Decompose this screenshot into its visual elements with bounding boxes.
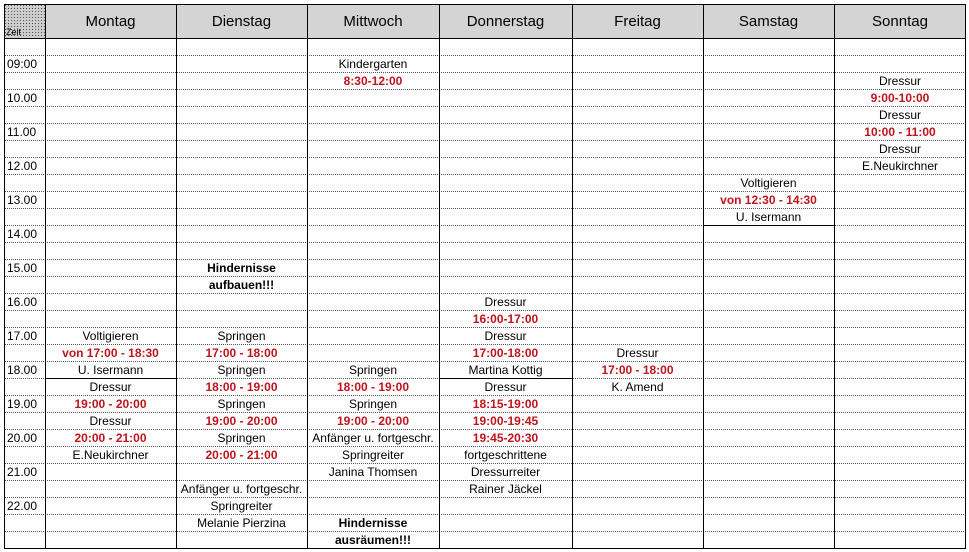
event-wednesday-time: 19:00 - 20:00 [336, 414, 410, 428]
event-tuesday-time: 17:00 - 18:00 [205, 346, 278, 360]
event-thursday-time: 19:00-19:45 [472, 414, 539, 428]
time-label: 22.00 [7, 499, 38, 513]
event-tuesday-time: 18:00 - 19:00 [205, 380, 278, 394]
time-label: 21.00 [7, 465, 38, 479]
event-thursday-text: Dressurreiter [470, 465, 541, 479]
event-wednesday-text: Springreiter [341, 448, 405, 462]
event-tuesday-text: Hindernisse [207, 261, 276, 275]
time-label: 15.00 [7, 261, 38, 275]
event-thursday-time: 19:45-20:30 [472, 431, 539, 445]
event-thursday-text: fortgeschrittene [464, 448, 547, 462]
event-wednesday-time: 8:30-12:00 [343, 74, 403, 88]
event-thursday-text: Dressur [484, 295, 527, 309]
day-header-monday: Montag [45, 4, 176, 38]
event-tuesday-time: 19:00 - 20:00 [205, 414, 278, 428]
day-header-sunday: Sonntag [834, 4, 966, 38]
event-sunday-text: Dressur [878, 108, 921, 122]
schedule-sheet [4, 4, 966, 549]
time-label: 10.00 [7, 91, 38, 105]
event-thursday-time: 16:00-17:00 [472, 312, 539, 326]
day-header-tuesday: Dienstag [176, 4, 307, 38]
time-label: 16.00 [7, 295, 38, 309]
event-tuesday-text: aufbauen!!! [208, 278, 275, 292]
event-thursday-text: Dressur [484, 380, 527, 394]
event-sunday-text: Dressur [878, 74, 921, 88]
event-monday-text: Voltigieren [82, 329, 139, 343]
event-monday-time: von 17:00 - 18:30 [62, 346, 159, 360]
event-tuesday-text: Springreiter [210, 499, 273, 513]
event-thursday-time: 18:15-19:00 [472, 397, 539, 411]
event-friday-text: Dressur [616, 346, 659, 360]
event-thursday-text: Martina Kottig [468, 363, 543, 377]
event-tuesday-text: Anfänger u. fortgeschr. [180, 482, 303, 496]
event-friday-text: K. Amend [611, 380, 664, 394]
event-tuesday-text: Melanie Pierzina [197, 516, 286, 530]
event-tuesday-text: Springen [217, 363, 266, 377]
event-wednesday-text: ausräumen!!! [334, 533, 411, 547]
event-tuesday-text: Springen [217, 397, 266, 411]
time-label: 14.00 [7, 227, 38, 241]
event-wednesday-text: Janina Thomsen [328, 465, 418, 479]
event-monday-time: 19:00 - 20:00 [74, 397, 147, 411]
event-wednesday-text: Hindernisse [338, 516, 408, 530]
event-monday-time: 20:00 - 21:00 [74, 431, 147, 445]
event-thursday-time: 17:00-18:00 [472, 346, 539, 360]
event-wednesday-text: Springen [348, 397, 398, 411]
event-sunday-text: Dressur [878, 142, 921, 156]
day-header-saturday: Samstag [703, 4, 834, 38]
event-friday-time: 17:00 - 18:00 [601, 363, 674, 377]
day-header-thursday: Donnerstag [439, 4, 572, 38]
event-sunday-time: 10:00 - 11:00 [864, 125, 936, 139]
time-label: 17.00 [7, 329, 38, 343]
time-label: 11.00 [7, 125, 37, 139]
event-wednesday-text: Kindergarten [338, 57, 408, 71]
time-label: 12.00 [7, 159, 38, 173]
time-label: 18.00 [7, 363, 38, 377]
event-thursday-text: Dressur [484, 329, 527, 343]
time-label: 13.00 [7, 193, 38, 207]
event-thursday-text: Rainer Jäckel [469, 482, 542, 496]
time-column-header: Zeit [6, 27, 22, 37]
time-label: 09:00 [7, 57, 38, 71]
event-tuesday-text: Springen [217, 329, 266, 343]
event-monday-text: E.Neukirchner [72, 448, 149, 462]
event-sunday-time: 9:00-10:00 [870, 91, 930, 105]
day-header-wednesday: Mittwoch [307, 4, 439, 38]
event-monday-text: Dressur [89, 414, 132, 428]
day-header-friday: Freitag [572, 4, 703, 38]
event-wednesday-text: Anfänger u. fortgeschr. [312, 431, 434, 445]
event-saturday-text: Voltigieren [740, 176, 797, 190]
table-frame [4, 4, 966, 549]
time-label: 20.00 [7, 431, 38, 445]
event-saturday-text: U. Isermann [735, 210, 802, 224]
event-monday-text: U. Isermann [77, 363, 144, 377]
event-monday-text: Dressur [89, 380, 132, 394]
event-sunday-text: E.Neukirchner [861, 159, 939, 173]
event-saturday-time: von 12:30 - 14:30 [720, 193, 817, 207]
event-tuesday-time: 20:00 - 21:00 [205, 448, 278, 462]
event-tuesday-text: Springen [217, 431, 266, 445]
time-label: 19.00 [7, 397, 38, 411]
event-wednesday-time: 18:00 - 19:00 [336, 380, 410, 394]
event-wednesday-text: Springen [348, 363, 398, 377]
